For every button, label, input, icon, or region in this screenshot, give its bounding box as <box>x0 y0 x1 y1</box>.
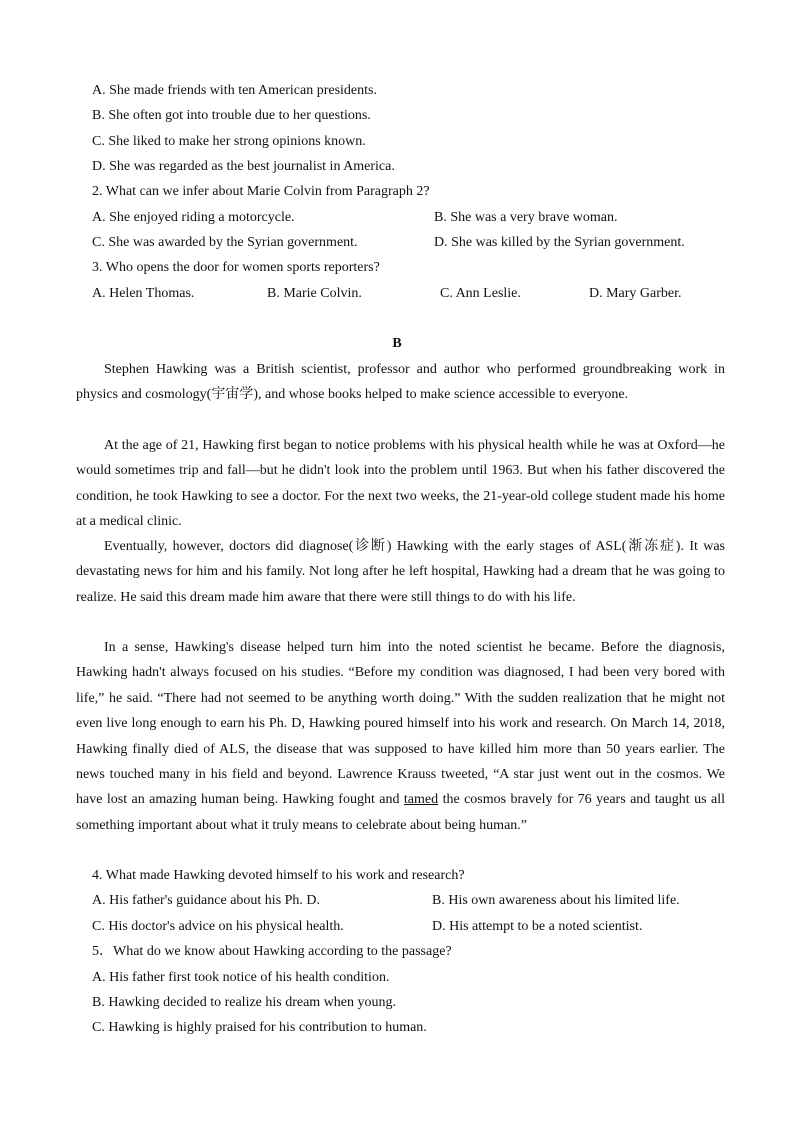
q2-option-b: B. She was a very brave woman. <box>434 210 618 225</box>
paragraph-1: Stephen Hawking was a British scientist, professor and author who performed groundbreaking work in physics and cosmology(宇宙学), and whose books helped to make science accessible to everyone. <box>76 362 725 403</box>
q4-question: 4. What made Hawking devoted himself to his work and research? <box>92 868 465 883</box>
q3-option-a: A. Helen Thomas. <box>92 286 195 301</box>
q4-option-b: B. His own awareness about his limited life. <box>432 893 680 908</box>
q3-option-b: B. Marie Colvin. <box>267 286 362 301</box>
q2-question: 2. What can we infer about Marie Colvin from Paragraph 2? <box>92 184 430 199</box>
q5-option-a: A. His father first took notice of his health condition. <box>92 970 390 985</box>
q1-option-b: B. She often got into trouble due to her questions. <box>92 108 371 123</box>
q2-option-c: C. She was awarded by the Syrian government. <box>92 235 358 250</box>
paragraph-3: Eventually, however, doctors did diagnose(诊断) Hawking with the early stages of ASL(渐冻症). It was devastating news for him and his family. Not long after he left hospital, Hawking had a dream that he was going to realize. He said this dream made him aware that there were still things to do with his life. <box>76 539 725 605</box>
paragraph-4 <box>76 635 725 838</box>
paragraph-4-text-end: the cosmos bravely for 76 years and taught us all something important about what it truly means to celebrate about being human.” <box>76 792 725 833</box>
q5-option-c: C. Hawking is highly praised for his contribution to human. <box>92 1020 427 1035</box>
q3-option-c: C. Ann Leslie. <box>440 286 521 301</box>
q4-option-a: A. His father's guidance about his Ph. D. <box>92 893 321 908</box>
q2-option-d: D. She was killed by the Syrian government. <box>434 235 685 250</box>
q5-question: 5．What do we know about Hawking according to the passage? <box>92 944 452 959</box>
q3-option-d: D. Mary Garber. <box>589 286 682 301</box>
paragraph-2: At the age of 21, Hawking first began to notice problems with his physical health while he was at Oxford—he would sometimes trip and fall—but he didn't look into the problem until 1963. But when his father discovered the condition, he took Hawking to see a doctor. For the next two weeks, the 21-year-old college student made his home at a medical clinic. <box>76 438 725 530</box>
q2-option-a: A. She enjoyed riding a motorcycle. <box>92 210 295 225</box>
section-heading: B <box>392 336 402 351</box>
q5-option-b: B. Hawking decided to realize his dream when young. <box>92 995 397 1010</box>
q4-option-d: D. His attempt to be a noted scientist. <box>432 919 643 934</box>
paragraph-4-text: In a sense, Hawking's disease helped turn him into the noted scientist he became. Before the diagnosis, Hawking hadn't always focused on his studies. “Before my condition was diagnosed, I had been very bored with life,” he said. “There had not seemed to be anything worth doing.” With the sudden realization that he might not even live long enough to earn his Ph. D, Hawking poured himself into his work and research. On March 14, 2018, Hawking finally died of ALS, the disease that was supposed to have killed him more than 50 years earlier. The news touched many in his field and beyond. Lawrence Krauss tweeted, “A star just went out in the cosmos. We have lost an amazing human being. Hawking fought and <box>76 640 725 808</box>
q1-option-c: C. She liked to make her strong opinions known. <box>92 134 366 149</box>
q4-option-c: C. His doctor's advice on his physical health. <box>92 919 344 934</box>
underlined-word: tamed <box>403 792 439 808</box>
q1-option-a: A. She made friends with ten American presidents. <box>92 83 377 98</box>
q1-option-d: D. She was regarded as the best journalist in America. <box>92 159 395 174</box>
q3-question: 3. Who opens the door for women sports reporters? <box>92 260 380 275</box>
